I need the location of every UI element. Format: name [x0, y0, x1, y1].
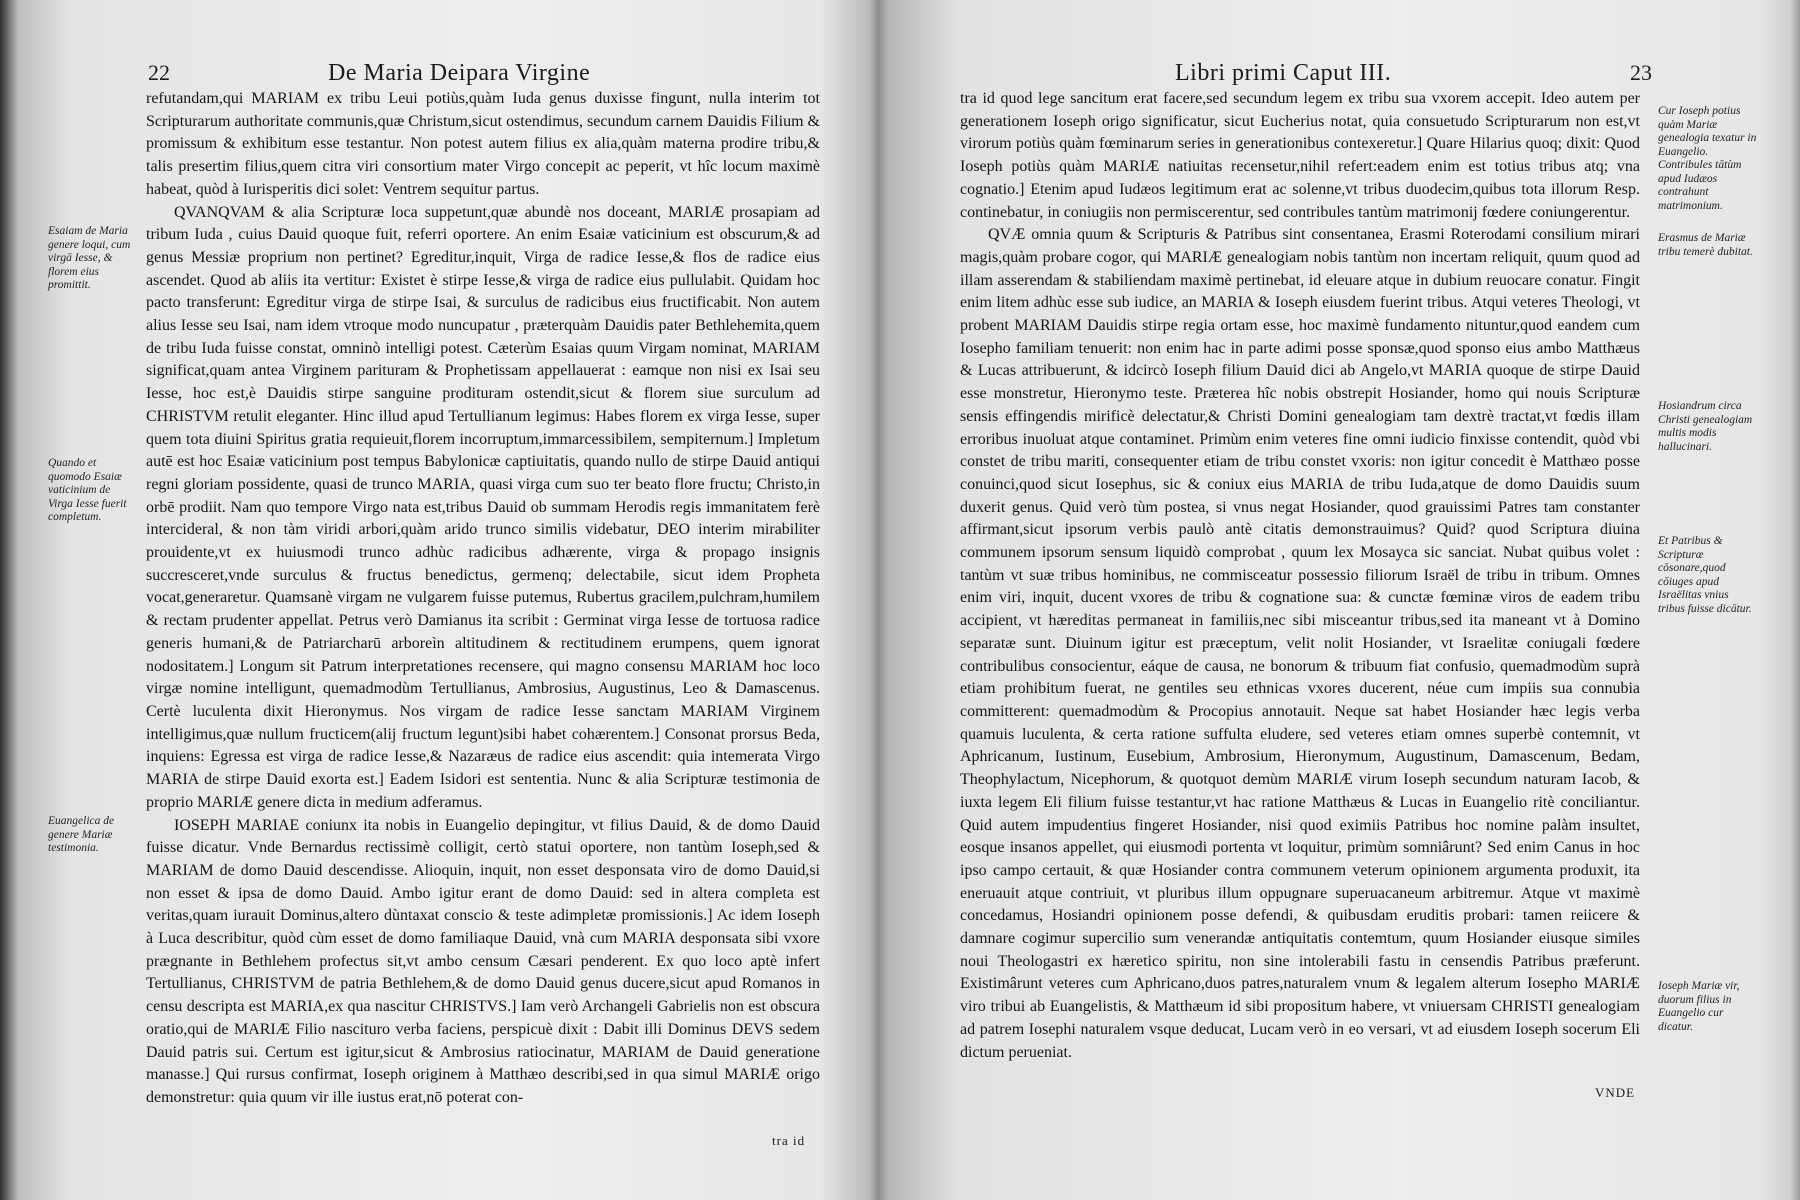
- left-page: [0, 0, 875, 1200]
- paragraph: IOSEPH MARIAE coniunx ita nobis in Euangelio depingitur, vt filius Dauid, & de domo Dauid fuisse dicatur. Vnde Bernardus rectissimè colligit, certò statui oportere, non tantùm Ioseph,sed & MARIAM de domo Dauid descendisse. Alioquin, inquit, non esset desponsata viro de domo Dauid,si non esset & ipsa de domo Dauid. Ambo igitur erant de domo Dauid: sed in altera completa est veritas,quam iurauit Dominus,altero dùntaxat conscio & teste adimpletæ promissionis.] Ac idem Ioseph à Luca describitur, quòd cùm esset de domo familiaque Dauid, vnà cum MARIA desponsata sibi vxore prægnante in Bethlehem profectus sit,vt ambo censum Cæsari penderent. Ex quo loco aptè infert Tertullianus, CHRISTVM de patria Bethlehem,& de domo Dauid genus ducere,sicut apud Romanos in censu descripta est MARIA,ex qua nascitur CHRISTVS.] Iam verò Archangeli Gabrielis non est obscura oratio,qui de MARIÆ Filio nasciturо verba faciens, perspicuè dixit : Dabit illi Dominus DEVS sedem Dauid patris sui. Certum est igitur,sicut & Ambrosius ratiocinatur, MARIAM de Dauid generatione manasse.] Qui rursus confirmat, Ioseph originem à Matthæo describi,sed in qua simul MARIÆ origo demonstretur: quia quum vir ille iustus erat,nō poterat con-: [146, 816, 820, 1106]
- page-number: 22: [148, 60, 170, 85]
- paragraph: QVÆ omnia quum & Scripturis & Patribus sint consentanea, Erasmi Roterodami consilium mirari magis,quàm probare cogor, qui MARIÆ genealogiam nobis tantùm non incertam reliquit, quum quod ad illam asserendam & stabiliendam maximè pertinebat, id eleuare atque in dubium reuocare conatur. Fingit enim litem adhùc esse sub iudice, an MARIA & Ioseph eiusdem fuerint tribus. Atqui veteres Theologi, vt probent MARIAM Dauidis stirpe regia ortam esse, hoc maximè fundamento nituntur,quod eandem cum Iosepho familiam tenuerit: non enim hac in parte adimi posse sponsæ,quod sponso eius ambo Matthæus & Lucas attribuerunt, & idcircò Ioseph filium Dauid dici ab Angelo,vt MARIA quoque de stirpe Dauid esse monstretur, Hieronymo teste. Præterea hîc nobis obstrepit Hosiander, homo qui nouis Scripturæ sensis effingendis mirificè delectatur,& Christi Domini genealogiam tam dextrè tractat,vt fœdis illam erroribus inuoluat atque contaminet. Primùm enim veteres fine omni iudicio finxisse contendit, quòd vbi constet de tribu mariti, consequenter etiam de tribu constet vxoris: non igitur concedit è Matthæo posse conuinci,quod sicut Iosephus, sic & coniux eius MARIA de tribu Iuda,atque de domo Dauidis suum duxerit genus. Quid verò tùm postea, si vnus negat Hosiander, quod grauissimi Patres tam constanter affirmant,sicut ipsorum verbis paulò antè citatis demonstrauimus? Quid? quod Scriptura diuina communem ipsorum sensum liquidò comprobat , quum lex Mosayca sic sanciat. Nubat quibus volet : tantùm vt suæ tribus hominibus, ne commisceatur possessio filiorum Israël de tribu in tribum. Omnes enim viri, inquit, ducent vxores de tribu & cognatione sua: & cunctæ fœminæ viros de eadem tribu accipient, vt hæreditas permaneat in familiis,nec sibi misceantur tribus,sed ita maneant vt à Domino separatæ sunt. Diuinum igitur est præceptum, velit nolit Hosiander, vt Israelitæ coniugali fœdere contribulibus consocientur, eáque de causa, ne bonorum & tribuum fiat confusio, quemadmodùm suprà etiam prohibitum fuerat, ne gentiles seu ethnicas vxores ducerent, néue cum impiis sua connubia committerent: quemadmodùm & Procopius annotauit. Neque sat habet Hosiander hæc legis verba quamuis luculenta, & certa ratione suffulta eludere, sed veteres etiam omnes superbè contemnit, vt Aphricanum, Iustinum, Eusebium, Ambrosium, Hieronymum, Augustinum, Damascenum, Bedam, Theophylactum, Nicephorum, & quotquot demùm MARIÆ virum Ioseph secundum naturam Iacob, & iuxta legem Eli filium fuisse testantur,vt hac ratione Matthæus & Lucas in Euangelio ritè conciliantur. Quid autem impudentius fingeret Hosiander, nisi quod eximiis Patribus hoc nomine palàm insultet, eosque insanos appellet, qui eiusmodi portenta vt loquitur, primùm somniârunt? Sed enim Canus in hoc ipso campo certauit, & quæ Hosiander contra communem veterum opinionem argumenta produxit, ita eneruauit atque contriuit, vt pluribus illum oppugnare superuacaneum arbitremur. Atque vt maximè concedamus, Hosiandri opinionem posse defendi, & quibusdam eruditis probari: tamen reiicere & damnare cogimur supercilio sum venerandæ antiquitatis contemtum, quum Hosiander eiusque similes noui Theologastri ex hæretico spiritu, non sine intolerabili fastu in censendis Patribus præferunt. Existimârunt veteres cum Aphricano,duos patres,naturalem vnum & legalem alterum Iosepho MARIÆ viro tribui ab Euangelistis, & Matthæum id sibi propositum habere, vt vniuersam CHRISTI genealogiam ad patrem Iosephi naturalem vsque deducat, Lucam verò in eo versari, vt ad eiusdem Ioseph socerum Eli dictum perueniat.: [960, 226, 1640, 1061]
- paragraph: QVANQVAM & alia Scripturæ loca suppetunt,quæ abundè nos doceant, MARIÆ prosapiam ad tribum Iuda , cuius Dauid quoque fuit, referri oportere. An enim Esaiæ vaticinium est obscurum,& ad genus Messiæ proprium non pertinet? Egreditur,inquit, Virga de radice Iesse,& flos de radice eius ascendet. Quod ab aliis ita vertitur: Existet è stirpe Iesse,& virga de radice eius pullulabit. Quidam hoc pacto transferunt: Egreditur virga de stirpe Isai, & surculus de radicibus eius fructificabit. Non autem alius Iesse seu Isai, nam idem vtroque modo nuncupatur , præterquàm Dauidis pater Bethlehemita,quem de tribu Iuda fuisse constat, omninò intelligi potest. Cæterùm Esaias quum Virgam nominat, MARIAM significat,quam antea Virginem parituram & Prophetissam appellauerat : eamque non nisi ex Isai seu Iesse, hoc est,è Dauidis stirpe sanguine prodituram ostendit,sicut & florem siue surculum ad CHRISTVM retulit eleganter. Hinc illud apud Tertullianum legimus: Habes florem ex virga Iesse, super quem tota diuini Spiritus gratia requieuit,florem incorruptum,immarcessibilem, sempiternum.] Impletum autē est hoc Esaiæ vaticinium post tempus Babylonicæ captiuitatis, quando nullo de stirpe Dauid antiqui regni gloriam possidente, quasi de trunco MARIA, quasi virga cum suo ter beato flore fructu; Christo,in orbē prodiit. Nam quo tempore Virgo nata est,tribus Dauid ob summam Herodis regis immanitatem ferè intercideral, & non tàm viridi arbori,quàm arido trunco similis videbatur, DEO interim mirabiliter prouidente,vt ex huiusmodi trunco adhùc radicibus adhærente, virga & propago insignis succresceret,vnde surculus & fructus benedictus, germenq; delectabile, sicut idem Propheta vocat,generaretur. Quamsanè virgam ne vulgarem fuisse putemus, Rubertus gracilem,pulchram,humilem & rectam prudenter appellat. Petrus verò Damianus ita scribit : Germinat virga Iesse de tortuosa radice generis humani,& de Patriarcharū arboreìn altitudinem & rectitudinem erumpens, quem ignorat nodositatem.] Longum sit Patrum interpretationes recensere, qui magno consensu MARIAM hoc loco virgæ nomine intelligunt, quemadmodùm Tertullianus, Ambrosius, Augustinus, Leo & Damascenus. Certè luculenta dixit Hieronymus. Nos virgam de radice Iesse sanctam MARIAM Virginem intelligimus,quæ nullum fructicem(alij fructum legunt)sibi habet cohærentem.] Consonat prorsus Beda, inquiens: Egressa est virga de radice Iesse,& Nazaræus de radice eius ascendit: quia intemerata Virgo MARIA de stirpe Dauid exorta est.] Eadem Isidori est sententia. Nunc & alia Scripturæ testimonia de proprio MARIÆ genere dicta in medium adferamus.: [146, 203, 820, 811]
- margin-note: Quando et quomodo Esaiæ vaticinium de Virga Iesse fuerit completum.: [48, 457, 127, 523]
- paragraph: tra id quod lege sancitum erat facere,sed secundum legem ex tribu sua vxorem accepit. Ideo autem per generationem Ioseph origo significatur, sicut Eucherius notat, quia consuetudo Scripturarum non est,vt virorum potiùs quàm fœminarum series in generationibus contexeretur.] Quare Hilarius quoq; dixit: Quod Ioseph potiùs quàm MARIÆ natiuitas recensetur,nihil refert:eadem enim est totius tribus atq; vna cognatio.] Etenim apud Iudæos legitimum erat ac solenne,vt tribus duodecim,quibus tota illorum Resp. continebatur, in coniugiis non permiscerentur, sed contribules tantùm matrimonij fœdere coniungerentur.: [960, 90, 1640, 221]
- catchword: tra id: [772, 1133, 806, 1148]
- page-number: 23: [1630, 60, 1652, 85]
- right-page: [875, 0, 1800, 1200]
- margin-note: Erasmus de Mariæ tribu temerè dubitat.: [1658, 232, 1753, 258]
- running-head: Libri primi Caput III.: [1175, 60, 1392, 86]
- margin-note: Ioseph Mariæ vir, duorum filius in Euangelio cur dicatur.: [1658, 980, 1740, 1033]
- main-text-column: [146, 88, 820, 1110]
- running-head: De Maria Deipara Virgine: [328, 60, 591, 86]
- margin-note: Euangelica de genere Mariæ testimonia.: [48, 815, 115, 854]
- paragraph: refutandam,qui MARIAM ex tribu Leui potiùs,quàm Iuda genus duxisse fingunt, nulla interim tot Scripturarum authoritate communis,quæ Christum,sicut ostendimus, secundum carnem Dauidis Filium & promissum & exhibitum esse testantur. Non potest autem filius ex alia,quàm materna prodire tribu,& talis presertim filius,quem citra viri consortium mater Virgo concepit ac peperit, vt hîc locum maximè habeat, quòd à Iurisperitis dici solet: Ventrem sequitur partus.: [146, 90, 820, 198]
- margin-note: Cur Ioseph potius quàm Mariæ genealogia texatur in Euangelio. Contribules tātùm apud Iudæos contrahunt matrimonium.: [1658, 105, 1757, 212]
- gutter-shadow-notes: [835, 230, 867, 1130]
- main-text-column: [960, 88, 1640, 1064]
- margin-note: Esaiam de Maria genere loqui, cum virgā Iesse, & florem eius promittit.: [48, 225, 131, 291]
- margin-note: Hosiandrum circa Christi genealogiam multis modis hallucinari.: [1658, 400, 1753, 453]
- catchword: VNDE: [1595, 1085, 1636, 1100]
- margin-note: Et Patribus & Scripturæ cōsonare,quod cōiuges apud Israëlitas vnius tribus fuisse dicātur.: [1658, 535, 1752, 615]
